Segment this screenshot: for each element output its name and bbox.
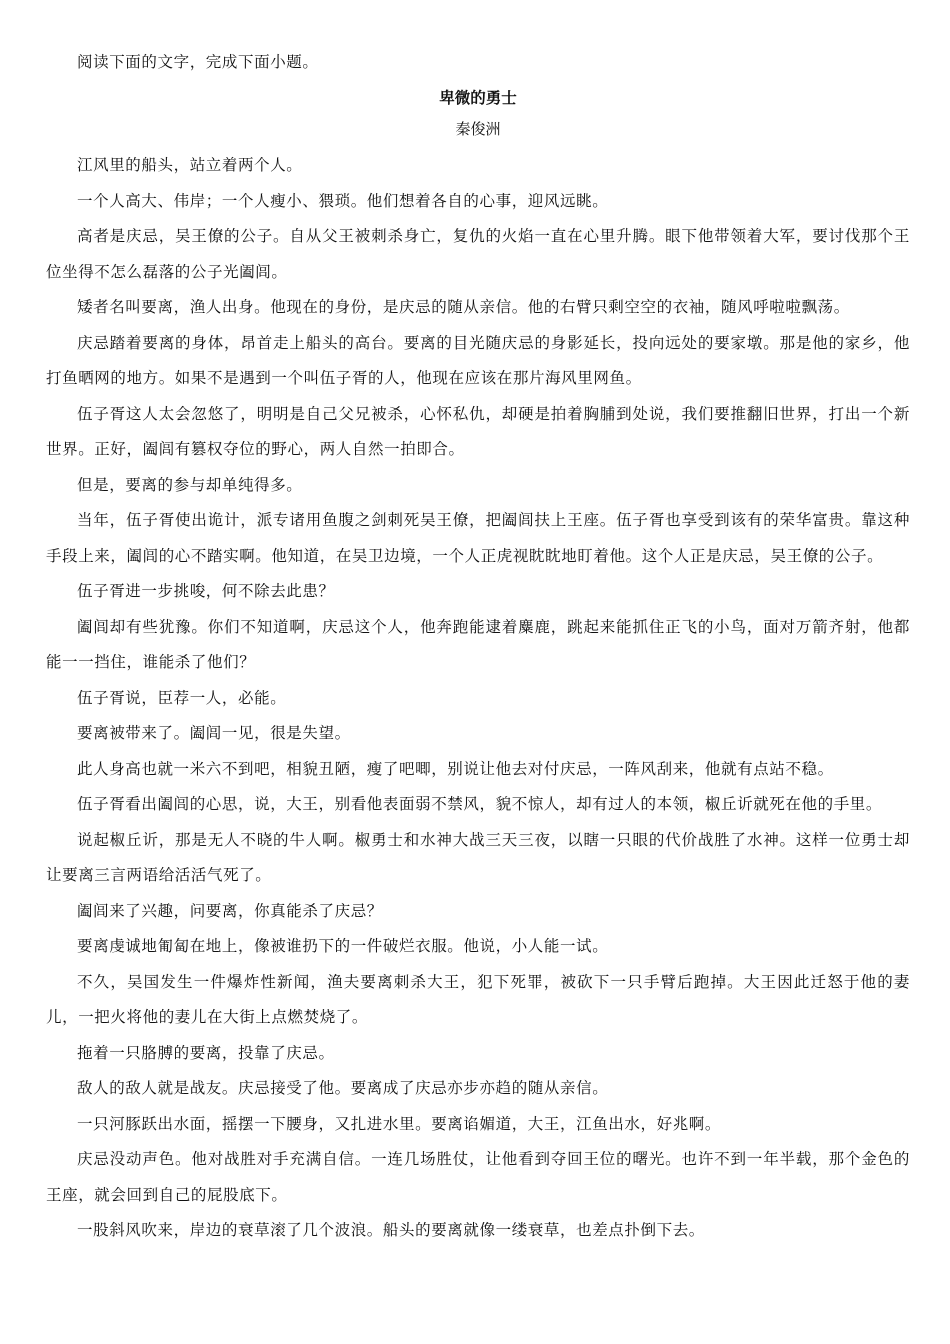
paragraph: 伍子胥这人太会忽悠了，明明是自己父兄被杀，心怀私仇，却硬是拍着胸脯到处说，我们要推翻旧世界，打出一个新世界。正好，阖闾有篡权夺位的野心，两人自然一拍即合。 [46,404,910,458]
paragraph: 高者是庆忌，吴王僚的公子。自从父王被刺杀身亡，复仇的火焰一直在心里升腾。眼下他带领着大军，要讨伐那个王位坐得不怎么磊落的公子光阖闾。 [46,227,910,281]
paragraph: 敌人的敌人就是战友。庆忌接受了他。要离成了庆忌亦步亦趋的随从亲信。 [77,1079,609,1097]
paragraph: 此人身高也就一米六不到吧，相貌丑陋，瘦了吧唧，别说让他去对付庆忌，一阵风刮来，他就有点站不稳。 [77,759,834,778]
paragraph: 矮者名叫要离，渔人出身。他现在的身份，是庆忌的随从亲信。他的右臂只剩空空的衣袖，随风呼啦啦飘荡。 [77,298,850,316]
paragraph: 一个人高大、伟岸；一个人瘦小、猥琐。他们想着各自的心事，迎风远眺。 [77,191,609,210]
paragraph: 江风里的船头，站立着两个人。 [77,156,303,174]
paragraph: 一只河豚跃出水面，摇摆一下腰身，又扎进水里。要离谄媚道，大王，江鱼出水，好兆啊。 [77,1114,722,1133]
paragraph: 说起椒丘䜣，那是无人不晓的牛人啊。椒勇士和水神大战三天三夜，以瞎一只眼的代价战胜了水神。这样一位勇士却让要离三言两语给活活气死了。 [46,830,910,884]
paragraph: 当年，伍子胥使出诡计，派专诸用鱼腹之剑刺死吴王僚，把阖闾扶上王座。伍子胥也享受到该有的荣华富贵。靠这种手段上来，阖闾的心不踏实啊。他知道，在吴卫边境，一个人正虎视眈眈地盯着他。这个人正是庆忌，吴王僚的公子。 [46,511,910,565]
paragraph: 伍子胥进一步挑唆，何不除去此患？ [77,582,335,600]
paragraph: 伍子胥看出阖闾的心思，说，大王，别看他表面弱不禁风，貌不惊人，却有过人的本领，椒丘䜣就死在他的手里。 [77,795,883,813]
instruction-text: 阅读下面的文字，完成下面小题。 [77,53,319,71]
paragraph: 庆忌踏着要离的身体，昂首走上船头的高台。要离的目光随庆忌的身影延长，投向远处的要家墩。那是他的家乡，他打鱼晒网的地方。如果不是遇到一个叫伍子胥的人，他现在应该在那片海风里网鱼。 [46,333,910,387]
paragraph: 要离虔诚地匍匐在地上，像被谁扔下的一件破烂衣服。他说，小人能一试。 [77,937,609,955]
paragraph: 拖着一只胳膊的要离，投靠了庆忌。 [77,1043,335,1062]
paragraph: 要离被带来了。阖闾一见，很是失望。 [77,724,351,742]
paragraph: 一股斜风吹来，岸边的衰草滚了几个波浪。船头的要离就像一缕衰草，也差点扑倒下去。 [77,1221,705,1239]
article-body [46,148,910,1249]
paragraph: 但是，要离的参与却单纯得多。 [77,475,303,494]
paragraph: 不久，吴国发生一件爆炸性新闻，渔夫要离刺杀大王，犯下死罪，被砍下一只手臂后跑掉。大王因此迁怒于他的妻儿，一把火将他的妻儿在大街上点燃焚烧了。 [46,972,910,1026]
paragraph: 阖闾来了兴趣，问要离，你真能杀了庆忌？ [77,901,383,920]
article-author: 秦俊洲 [455,120,501,138]
paragraph: 阖闾却有些犹豫。你们不知道啊，庆忌这个人，他奔跑能逮着麋鹿，跳起来能抓住正飞的小鸟，面对万箭齐射，他都能一一挡住，谁能杀了他们？ [46,617,910,671]
paragraph: 伍子胥说，臣荐一人，必能。 [77,688,287,707]
article-title: 卑微的勇士 [439,88,517,107]
paragraph: 庆忌没动声色。他对战胜对手充满自信。一连几场胜仗，让他看到夺回王位的曙光。也许不到一年半载，那个金色的王座，就会回到自己的屁股底下。 [46,1150,910,1204]
